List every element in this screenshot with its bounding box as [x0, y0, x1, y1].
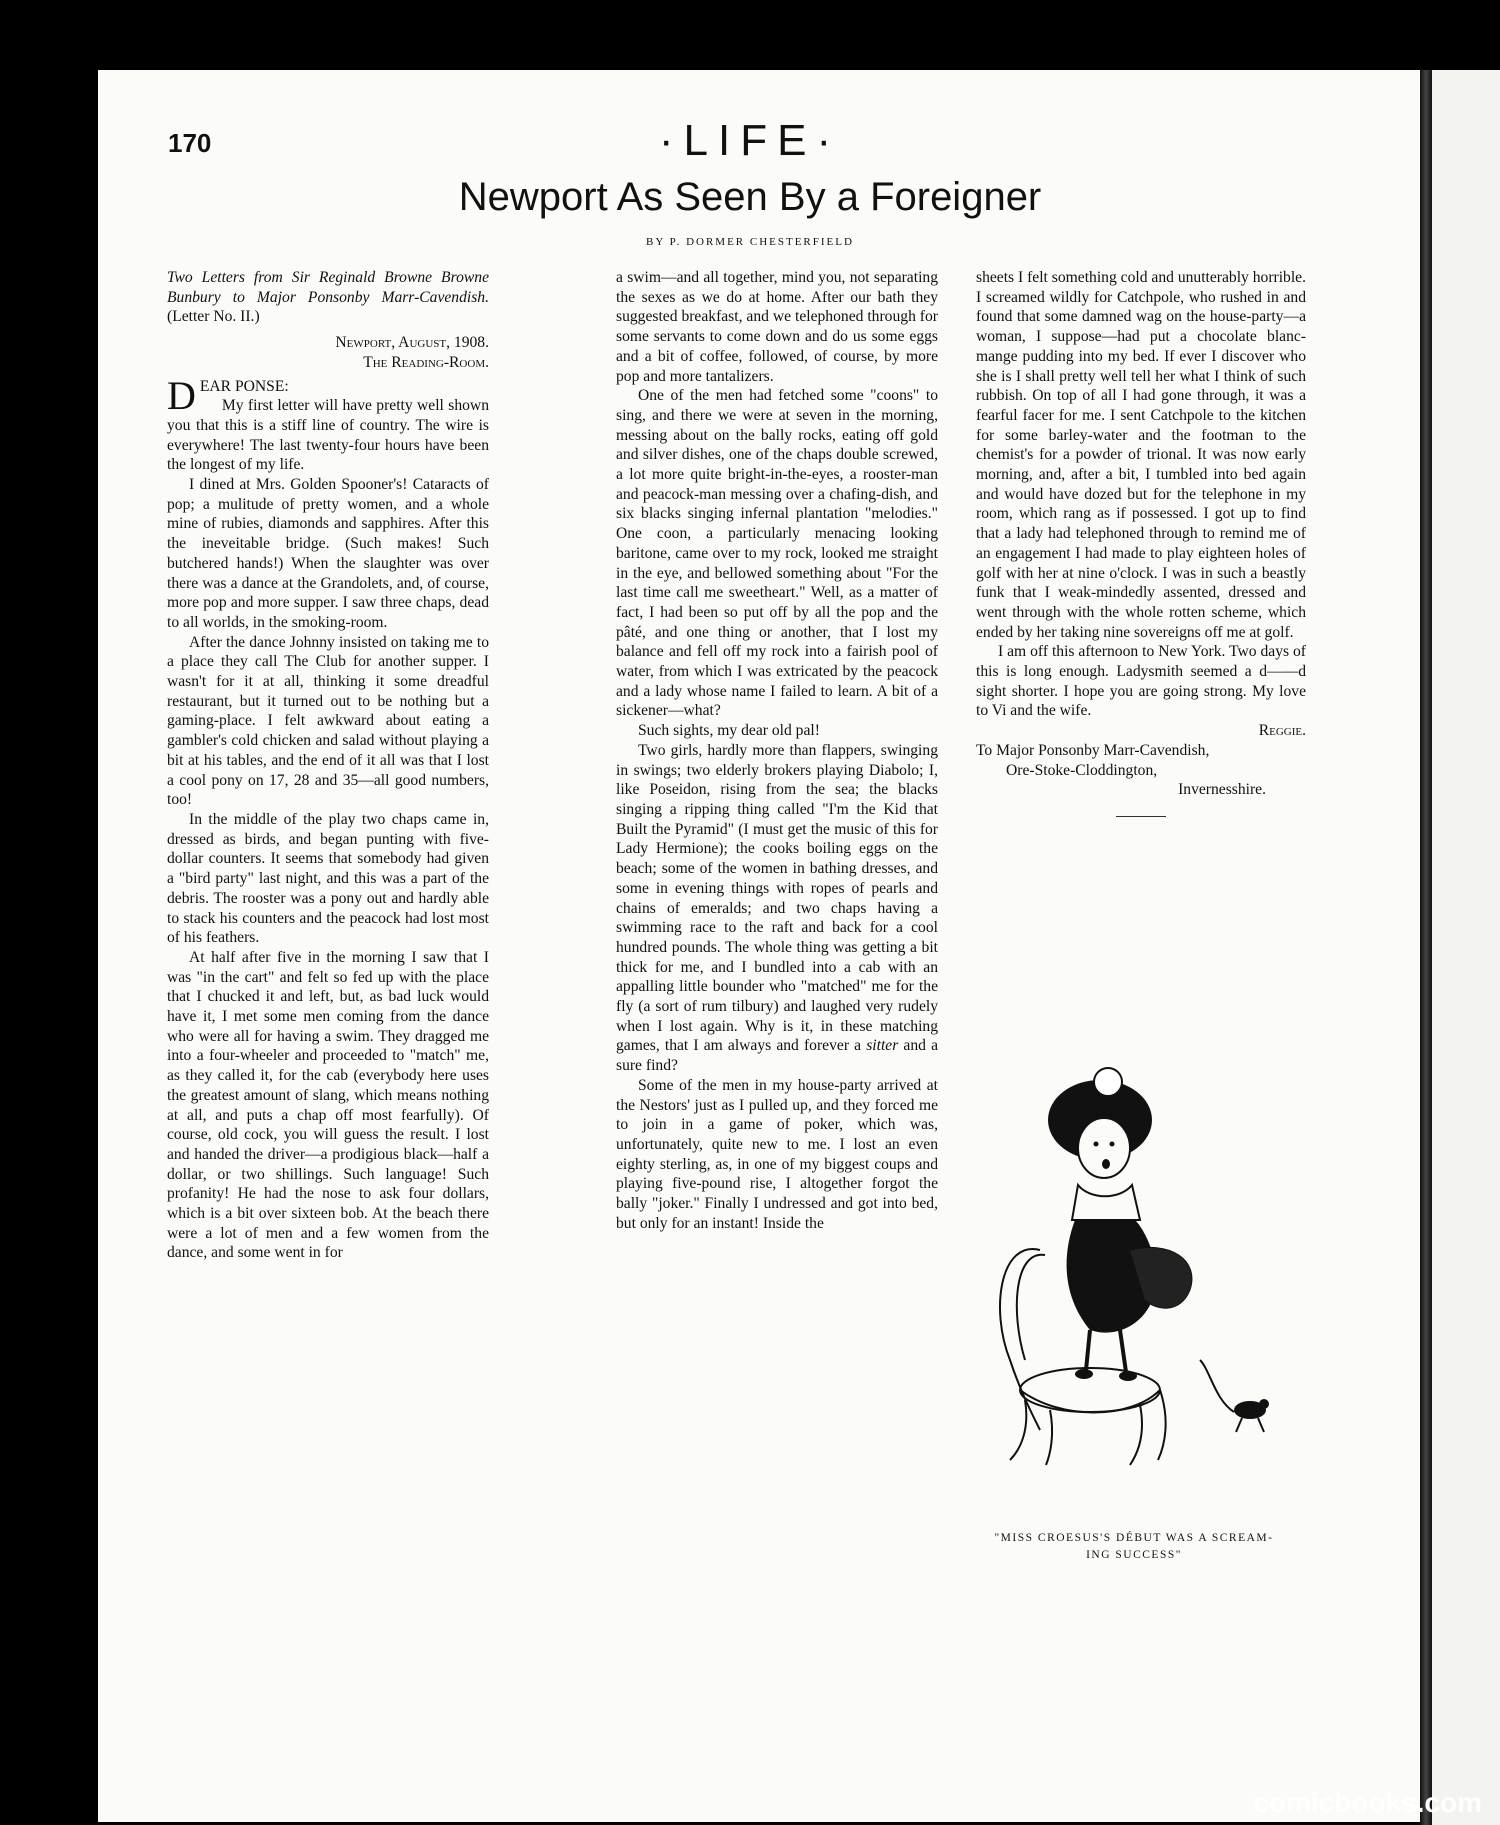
column-1 [167, 268, 489, 1263]
caption-line-1: "MISS CROESUS'S DÉBUT WAS A SCREAM- [994, 1532, 1274, 1544]
paragraph-2: I dined at Mrs. Golden Spooner's! Cataracts of pop; a mulitude of pretty women, and a whole mine of rubies, diamonds and sapphires. After this the ineveitable bridge. (Such makes! Such butchered hands!) When the slaughter was over there was a dance at the Grandolets, and, of course, more pop and more supper. I saw three chaps, dead to all worlds, in the smoking-room. [167, 476, 489, 631]
paragraph-5: At half after five in the morning I saw that I was "in the cart" and felt so fed up with the place that I chucked it and left, but, as bad luck would have it, I met some men coming from the dance who were all for having a swim. They dragged me into a four-wheeler and proceeded to "match" me, as they called it, for the cab (everybody here uses the greatest amount of slang, which means nothing at all, and puts a chap off most fearfully). Of course, old cock, you will guess the result. I lost and handed the driver—a prodigious black—half a dollar, or two shillings. Such language! Such profanity! He had the nose to ask four dollars, which is a bit over sixteen bob. At the beach there were a lot of men and a few women from the dance, and some went in for [167, 948, 489, 1262]
masthead: ·LIFE· [658, 116, 842, 165]
girl-figure [1048, 1068, 1192, 1381]
illustration-caption [964, 1530, 1304, 1564]
paragraph-7: One of the men had fetched some "coons" to sing, and there we were at seven in the morning, messing about on the bally rocks, eating off gold and silver dishes, one of the chaps double screwed, a lot more quite bright-in-the-eyes, a rooster-man and peacock-man messing over a chafing-dish, and six blacks singing infernal plantation "melodies." One coon, a particularly menacing looking baritone, came over to my rock, looked me straight in the eye, and bellowed something about "For the last time call me sweetheart." Well, as a matter of fact, I had been so put off by all the pop and the pâté, and one thing or another, that I lost my balance and fell off my rock into a fairish pool of water, from which I was extricated by the peacock and a lady whose name I failed to learn. A bit of a sickener—what? [616, 387, 938, 720]
drop-cap: D [167, 372, 196, 418]
page-gutter [1420, 70, 1432, 1825]
article-headline: Newport As Seen By a Foreigner [458, 175, 1042, 219]
salutation: DEAR PONSE: [167, 372, 289, 418]
paragraph-9: Two girls, hardly more than flappers, swinging in swings; two elderly brokers playing Diabolo; I, like Poseidon, rising from the sea; the blacks singing a ripping thing called "I'm the Kid that Built the Pyramid" (I must get the music of this for Lady Hermione); the cooks boiling eggs on the beach; some of the women in bathing dresses, and some in evening things with ropes of pearls and chains of emeralds; and two chaps having a swimming race to the raft and back for a cool hundred pounds. The whole thing was getting a bit thick for me, and I bundled into a cab with an appalling little bounder who "matched" me for the fly (a sort of rum tilbury) and laughed very rudely when I lost again. Why is it, in these matching games, that I am always and forever a sitter and a sure find? [616, 741, 938, 1075]
paragraph-1: My first letter will have pretty well shown you that this is a stiff line of country. The wire is everywhere! The last twenty-four hours have been the longest of my life. [167, 397, 489, 474]
paragraph-6: a swim—and all together, mind you, not separating the sexes as we do at home. After our bath they suggested breakfast, and we telephoned through for some servants to come down and do us some eggs and a bit of coffee, followed, of course, by more pop and more tantalizers. [616, 269, 938, 385]
paragraph-8: Such sights, my dear old pal! [638, 722, 820, 740]
section-rule [1116, 816, 1166, 817]
paragraph-10: Some of the men in my house-party arrived at the Nestors' just as I pulled up, and they forced me to join in a game of poker, which was, unfortunately, quite new to me. I lost an even eighty sterling, as, in one of my biggest coups and playing five-pound rise, I altogether forgot the bally "joker." Finally I undressed and got into bed, but only for an instant! Inside the [616, 1076, 938, 1232]
mouse-drawing [1200, 1360, 1269, 1432]
dateline-location: The Reading-Room. [363, 353, 489, 371]
caption-line-2: ING SUCCESS" [1086, 1549, 1182, 1561]
byline: BY P. DORMER CHESTERFIELD [646, 236, 854, 248]
cartoon-illustration [980, 1060, 1300, 1470]
column-3 [976, 268, 1306, 817]
facing-page-edge [1432, 70, 1500, 1825]
paragraph-12: I am off this afternoon to New York. Two days of this is long enough. Ladysmith seemed a d——d sight shorter. I hope you are going strong. My love to Vi and the wife. [976, 643, 1306, 720]
address-line-1: To Major Ponsonby Marr-Cavendish, [976, 741, 1210, 759]
signature: Reggie. [1258, 722, 1306, 740]
watermark: comicbooks.com [1253, 1787, 1482, 1818]
address-line-3: Invernesshire. [1178, 781, 1266, 799]
page-number: 170 [168, 128, 212, 158]
paragraph-4: In the middle of the play two chaps came in, dressed as birds, and began punting with five-dollar counters. It seems that somebody had given a "bird party" last night, and this was a part of the debris. The rooster was a pony out and hardly able to stack his counters and the peacock had lost most of his feathers. [167, 810, 489, 947]
dateline: Newport, August, 1908. [335, 334, 489, 352]
address-line-2: Ore-Stoke-Cloddington, [1006, 761, 1158, 779]
column-2 [616, 268, 938, 1233]
paragraph-11: sheets I felt something cold and unutterably horrible. I screamed wildly for Catchpole, who rushed in and found that some damned wag on the house-party—a woman, I suppose—had put a chocolate blanc-mange pudding into my bed. If ever I discover who she is I shall pretty well tell her what I think of such rubbish. On top of all I had gone through, it was a fearful facer for me. I sent Catchpole to the kitchen for some barley-water and the footman to the chemist's for a powder of trional. It was now early morning, and, after a bit, I tumbled into bed again and would have dozed but for the telephone in my room, which rang as if possessed. I got up to find that a lady had telephoned through to remind me of an engagement I had made to play eighteen holes of golf with her at nine o'clock. I was in such a beastly funk that I weak-mindedly assented, dressed and went through with the whole rotten scheme, which ended by her taking nine sovereigns off me at golf. [976, 269, 1306, 641]
intro-note: Two Letters from Sir Reginald Browne Browne Bunbury to Major Ponsonby Marr-Cavendish. (Letter No. II.) [167, 269, 489, 326]
paragraph-3: After the dance Johnny insisted on taking me to a place they call The Club for another supper. I wasn't for it at all, thinking it some dreadful restaurant, but it turned out to be nothing but a gaming-place. I felt awkward about eating a gambler's cold chicken and salad without playing a bit at his tables, and the end of it all was that I lost a cool pony on 17, 28 and 35—all good numbers, too! [167, 633, 489, 809]
